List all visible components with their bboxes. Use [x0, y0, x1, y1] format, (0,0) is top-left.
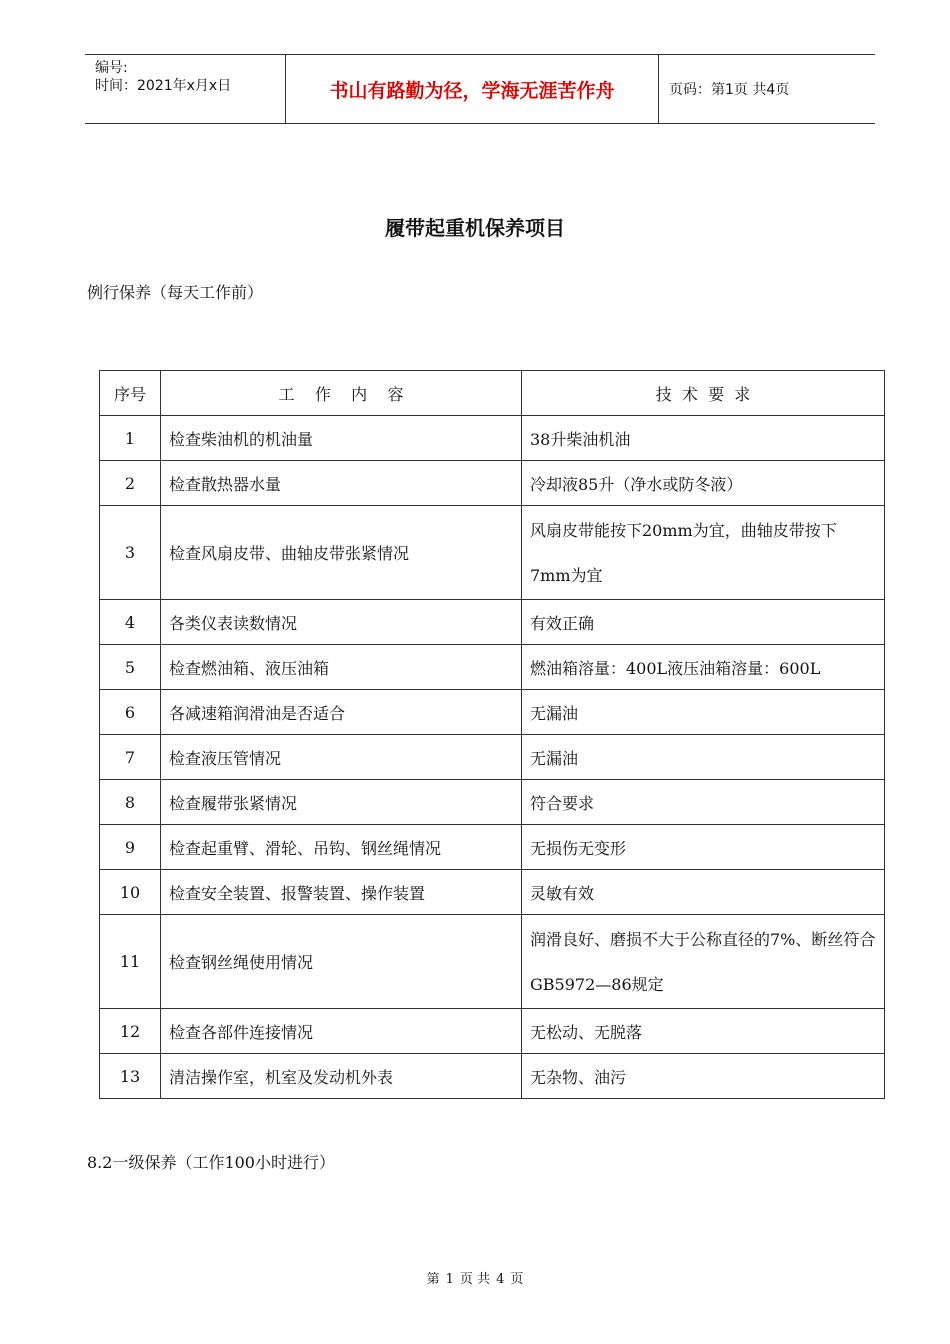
technical-requirement: 38升柴油机油 — [522, 416, 885, 461]
technical-requirement: 无损伤无变形 — [522, 825, 885, 870]
row-number: 12 — [100, 1009, 161, 1054]
table-row — [100, 645, 885, 690]
page-header — [85, 54, 875, 124]
row-number: 3 — [100, 506, 161, 600]
row-number: 1 — [100, 416, 161, 461]
work-content: 检查安全装置、报警装置、操作装置 — [161, 870, 522, 915]
footer-prefix: 第 — [426, 1272, 440, 1287]
table-row — [100, 506, 885, 600]
work-content: 检查风扇皮带、曲轴皮带张紧情况 — [161, 506, 522, 600]
table-row — [100, 780, 885, 825]
column-header-requirement: 技 术 要 求 — [522, 371, 885, 416]
column-header-no: 序号 — [100, 371, 161, 416]
work-content: 检查履带张紧情况 — [161, 780, 522, 825]
work-content: 各减速箱润滑油是否适合 — [161, 690, 522, 735]
work-content: 检查起重臂、滑轮、吊钩、钢丝绳情况 — [161, 825, 522, 870]
table-header-row — [100, 371, 885, 416]
work-content: 检查柴油机的机油量 — [161, 416, 522, 461]
row-number: 9 — [100, 825, 161, 870]
footer-suffix: 页 — [510, 1272, 524, 1287]
maintenance-table — [99, 370, 885, 1099]
technical-requirement: 无漏油 — [522, 735, 885, 780]
document-title: 履带起重机保养项目 — [385, 216, 565, 240]
technical-requirement: 无漏油 — [522, 690, 885, 735]
row-number: 11 — [100, 915, 161, 1009]
table-row — [100, 690, 885, 735]
table-row — [100, 825, 885, 870]
table-row — [100, 1009, 885, 1054]
technical-requirement: 无杂物、油污 — [522, 1054, 885, 1099]
technical-requirement: 风扇皮带能按下20mm为宜，曲轴皮带按下7mm为宜 — [522, 506, 885, 600]
number-label: 编号: — [95, 60, 128, 76]
work-content: 清洁操作室，机室及发动机外表 — [161, 1054, 522, 1099]
technical-requirement: 冷却液85升（净水或防冬液） — [522, 461, 885, 506]
header-meta — [85, 55, 286, 123]
time-label: 时间：2021年x月x日 — [95, 78, 232, 94]
work-content: 检查燃油箱、液压油箱 — [161, 645, 522, 690]
work-content: 检查钢丝绳使用情况 — [161, 915, 522, 1009]
section-heading-routine: 例行保养（每天工作前） — [87, 283, 264, 302]
row-number: 4 — [100, 600, 161, 645]
row-number: 10 — [100, 870, 161, 915]
footer-page-number: 1 — [445, 1272, 454, 1287]
technical-requirement: 有效正确 — [522, 600, 885, 645]
table-row — [100, 461, 885, 506]
table-row — [100, 1054, 885, 1099]
technical-requirement: 无松动、无脱落 — [522, 1009, 885, 1054]
section-heading-level-one: 8.2一级保养（工作100小时进行） — [87, 1153, 335, 1172]
row-number: 7 — [100, 735, 161, 780]
row-number: 13 — [100, 1054, 161, 1099]
technical-requirement: 灵敏有效 — [522, 870, 885, 915]
column-header-work: 工 作 内 容 — [161, 371, 522, 416]
technical-requirement: 润滑良好、磨损不大于公称直径的7%、断丝符合GB5972—86规定 — [522, 915, 885, 1009]
page-footer — [0, 1268, 950, 1287]
technical-requirement: 符合要求 — [522, 780, 885, 825]
work-content: 检查散热器水量 — [161, 461, 522, 506]
table-row — [100, 600, 885, 645]
table-row — [100, 915, 885, 1009]
footer-mid: 页 共 — [459, 1272, 491, 1287]
header-motto: 书山有路勤为径，学海无涯苦作舟 — [286, 55, 659, 123]
row-number: 5 — [100, 645, 161, 690]
row-number: 2 — [100, 461, 161, 506]
footer-total-pages: 4 — [496, 1272, 505, 1287]
work-content: 检查各部件连接情况 — [161, 1009, 522, 1054]
row-number: 8 — [100, 780, 161, 825]
table-row — [100, 870, 885, 915]
table-row — [100, 416, 885, 461]
technical-requirement: 燃油箱溶量：400L液压油箱溶量：600L — [522, 645, 885, 690]
work-content: 各类仪表读数情况 — [161, 600, 522, 645]
table-row — [100, 735, 885, 780]
row-number: 6 — [100, 690, 161, 735]
header-page-info: 页码：第1页 共4页 — [669, 82, 790, 98]
work-content: 检查液压管情况 — [161, 735, 522, 780]
